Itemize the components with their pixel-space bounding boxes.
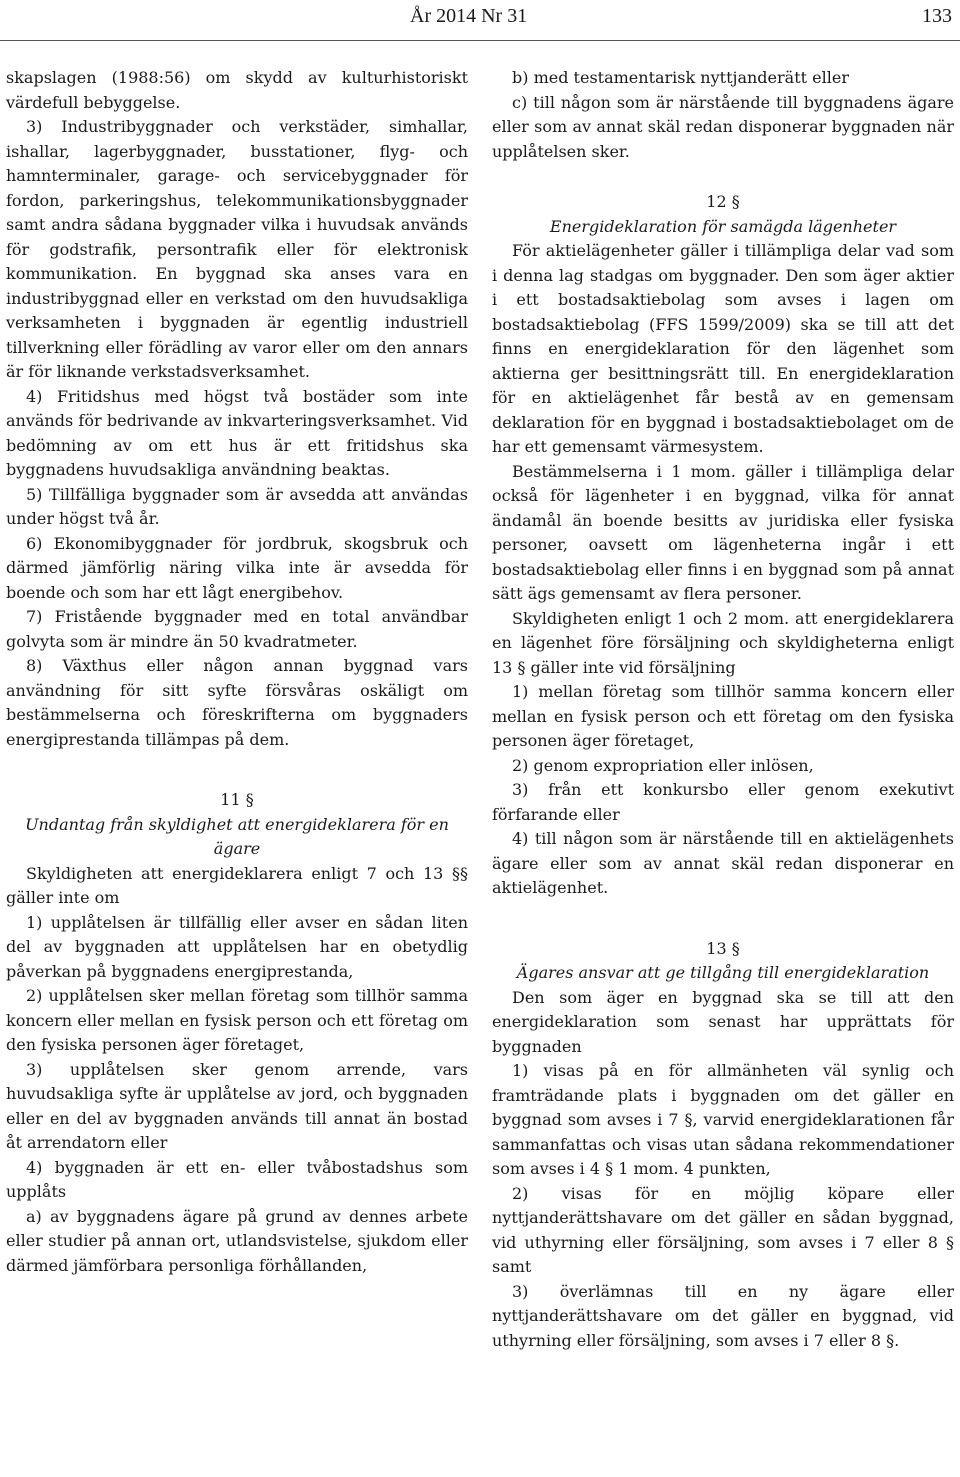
list-item-1: 1) upplåtelsen är tillfällig eller avser en sådan liten del av byggnaden att upplåtelsen har en obetydlig påverkan på byggnadens energiprestanda, (6, 912, 468, 981)
publication-issue: År 2014 Nr 31 (410, 5, 528, 27)
list-item-4: 4) byggnaden är ett en- eller tvåbostadshus som upplåts (6, 1157, 468, 1201)
list-item-c: c) till någon som är närstående till byggnadens ägare eller som av annat skäl redan disponerar byggnaden när upplåtelsen sker. (492, 92, 954, 161)
section-title-12: Energideklaration för samägda lägenheter (549, 216, 897, 236)
paragraph: För aktielägenheter gäller i tillämpliga delar vad som i denna lag stadgas om byggnader. Den som äger aktier i ett bostadsaktiebolag som avses i lagen om bostadsaktiebolag (FFS 1599/2009) ska se till att det finns en energideklaration för den lägenhet som aktierna ger besittningsrätt till. En energideklaration för en aktielägenhet får bestå av en gemensam deklaration för en byggnad i bostadsaktiebolaget om de har ett gemensamt värmesystem. (492, 241, 954, 456)
list-item-3: 3) överlämnas till en ny ägare eller nyttjanderättshavare om det gäller en byggnad, vid uthyrning eller försäljning, som avses i 7 eller 8 §. (492, 1281, 954, 1350)
section-number-11: 11 § (220, 790, 254, 809)
list-item-3: 3) upplåtelsen sker genom arrende, vars huvudsakliga syfte är upplåtelse av jord, och byggnaden eller en del av byggnaden används till annat än bostad åt arrendatorn eller (6, 1059, 468, 1152)
list-item-8: 8) Växthus eller någon annan byggnad vars användning för sitt syfte försvåras oskäligt om bestämmelserna och föreskrifterna om byggnaders energiprestanda tillämpas på dem. (6, 656, 468, 749)
list-item-a: a) av byggnadens ägare på grund av dennes arbete eller studier på annan ort, utlandsvistelse, sjukdom eller därmed jämförbara personliga förhållanden, (6, 1206, 468, 1275)
section-title-13: Ägares ansvar att ge tillgång till energideklaration (516, 963, 930, 982)
paragraph: Bestämmelserna i 1 mom. gäller i tillämpliga delar också för lägenheter i en byggnad, vilka för annat ändamål än boende besitts av juridiska eller fysiska personer, oavsett om lägenheterna ingår i ett bostadsaktiebolag eller finns i en byggnad som på annat sätt ägs gemensamt av flera personer. (492, 461, 954, 603)
list-item-7: 7) Fristående byggnader med en total användbar golvyta som är mindre än 50 kvadratmeter. (6, 607, 468, 651)
section-title-11: Undantag från skyldighet att energideklarera för en ägare (25, 814, 449, 858)
page-number: 133 (922, 5, 952, 27)
list-item-2: 2) genom expropriation eller inlösen, (512, 755, 814, 775)
list-item-3: 3) från ett konkursbo eller genom exekutivt förfarande eller (492, 780, 954, 824)
list-item-2: 2) visas för en möjlig köpare eller nyttjanderättshavare om det gäller en sådan byggnad, vid uthyrning eller försäljning, som avses i 7 eller 8 § samt (492, 1183, 954, 1276)
list-item-2: 2) upplåtelsen sker mellan företag som tillhör samma koncern eller mellan en fysisk person och ett företag om den fysiska personen äger företaget, (6, 986, 468, 1054)
list-item-4: 4) Fritidshus med högst två bostäder som inte används för bedrivande av inkvarteringsverksamhet. Vid bedömning av om ett hus är ett fritidshus ska byggnadens huvudsakliga användning beaktas. (6, 386, 468, 479)
paragraph: Skyldigheten enligt 1 och 2 mom. att energideklarera en lägenhet före försäljning och skyldigheterna enligt 13 § gäller inte vid försäljning (492, 608, 954, 677)
list-item-4: 4) till någon som är närstående till en aktielägenhets ägare eller som av annat skäl redan disponerar en aktielägenhet. (492, 829, 954, 897)
right-column (492, 66, 954, 1353)
paragraph: skapslagen (1988:56) om skydd av kulturhistoriskt värdefull bebyggelse. (6, 68, 468, 112)
header-rule (0, 40, 960, 41)
paragraph: Den som äger en byggnad ska se till att den energideklaration som senast har upprättats för byggnaden (492, 987, 954, 1056)
page-header (0, 0, 960, 44)
paragraph: Skyldigheten att energideklarera enligt 7 och 13 §§ gäller inte om (6, 863, 468, 907)
list-item-1: 1) mellan företag som tillhör samma koncern eller mellan en fysisk person och ett företag om den fysiska personen äger företaget, (492, 682, 954, 750)
section-number-13: 13 § (706, 938, 740, 958)
left-column (6, 66, 468, 1278)
list-item-1: 1) visas på en för allmänheten väl synlig och framträdande plats i byggnaden om det gäller en byggnad som avses i 7 §, varvid energideklarationen får sammanfattas och visas utan sådana rekommendationer som avses i 4 § 1 mom. 4 punkten, (492, 1061, 954, 1178)
list-item-5: 5) Tillfälliga byggnader som är avsedda att användas under högst två år. (6, 484, 468, 528)
list-item-b: b) med testamentarisk nyttjanderätt eller (512, 68, 849, 87)
section-number-12: 12 § (706, 192, 740, 211)
list-item-6: 6) Ekonomibyggnader för jordbruk, skogsbruk och därmed jämförlig näring vilka inte är avsedda för boende och som har ett lågt energibehov. (6, 533, 468, 602)
list-item-3: 3) Industribyggnader och verkstäder, simhallar, ishallar, lagerbyggnader, busstationer, flyg- och hamnterminaler, garage- och servicebyggnader för fordon, parkeringshus, telekommunikationsbyggnader samt andra sådana byggnader vilka i huvudsak används för godstrafik, persontrafik eller för elektronisk kommunikation. En byggnad ska anses vara en industribyggnad eller en verkstad om den huvudsakliga verksamheten i byggnaden är egentlig industriell tillverkning eller förädling av varor eller om den annars är för liknande verkstadsverksamhet. (6, 117, 468, 381)
